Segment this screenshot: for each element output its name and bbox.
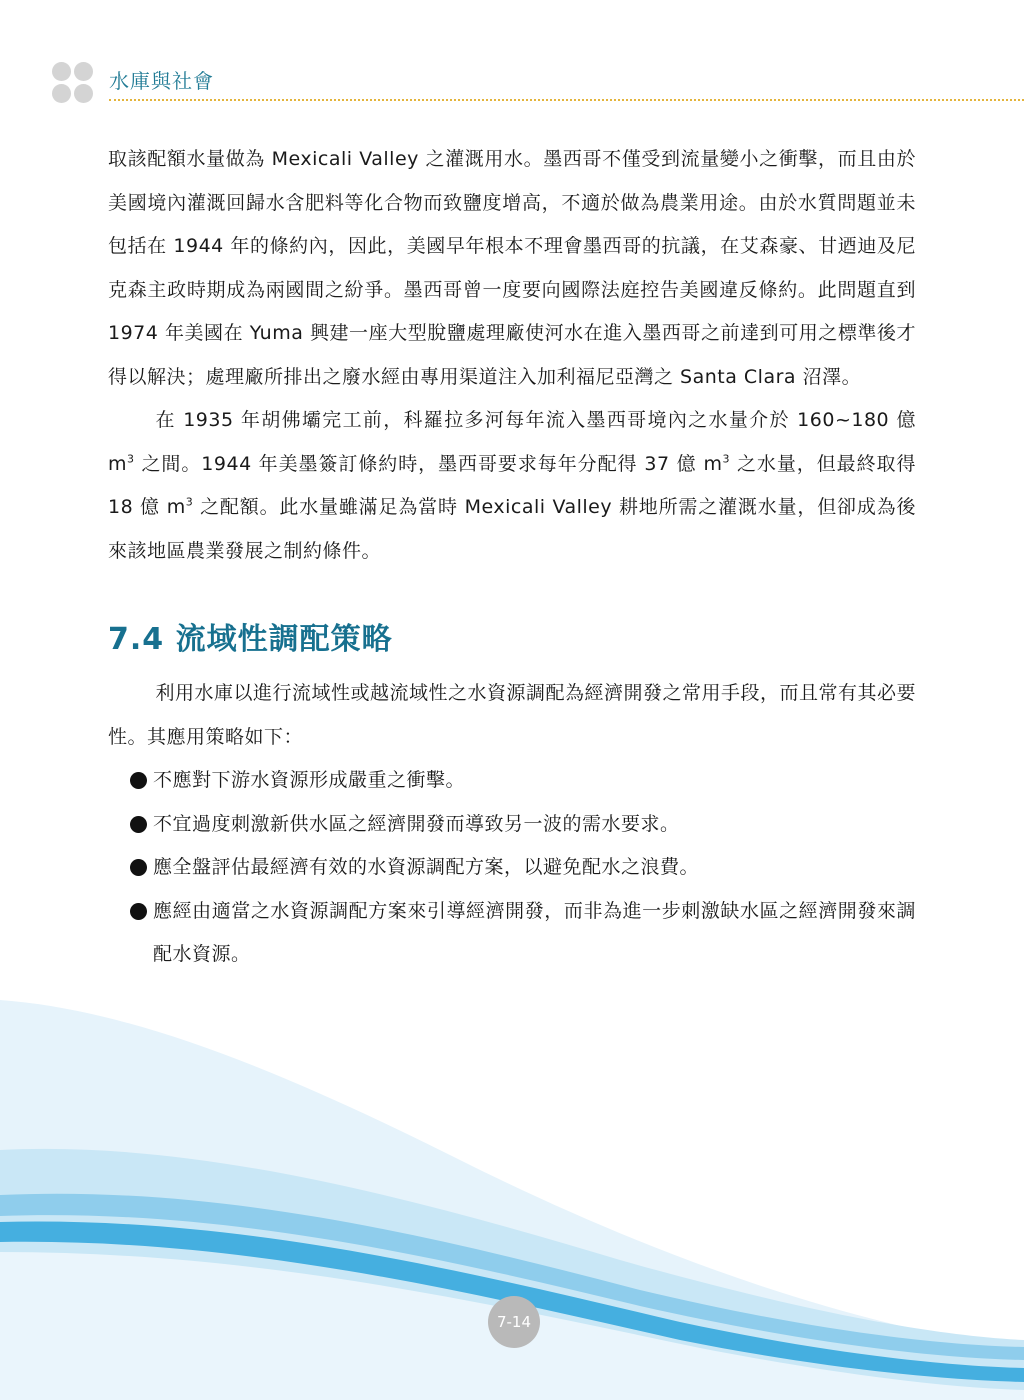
section-heading: [108, 620, 916, 660]
list-item: 不宜過度刺激新供水區之經濟開發而導致另一波的需水要求。: [130, 803, 916, 847]
header-dotted-rule: [109, 99, 1024, 101]
bullet-icon: [130, 772, 147, 789]
paragraph-2: 在 1935 年胡佛壩完工前，科羅拉多河每年流入墨西哥境內之水量介於 160~180 億 $m^3$ 之間。1944 年美墨簽訂條約時，墨西哥要求每年分配得 37 億 $m^3$ 之水量，但最終取得 18 億 $m^3$ 之配額。此水量雖滿足為當時 Mexicali Valley 耕地所需之灌溉水量，但卻成為後來該地區農業發展之制約條件。: [108, 409, 916, 562]
section-title: 流域性調配策略: [175, 622, 393, 657]
running-header: [52, 62, 1024, 104]
page-content: [108, 138, 916, 977]
superscript: 3: [722, 452, 731, 466]
list-item: 不應對下游水資源形成嚴重之衝擊。: [130, 759, 916, 803]
intro-paragraph: 利用水庫以進行流域性或越流域性之水資源調配為經濟開發之常用手段，而且常有其必要性。其應用策略如下：: [108, 682, 917, 748]
bullet-icon: [130, 903, 147, 920]
list-item: 應經由適當之水資源調配方案來引導經濟開發，而非為進一步刺激缺水區之經濟開發來調配水資源。: [130, 890, 916, 977]
bullet-icon: [130, 816, 147, 833]
header-dots-icon: [52, 62, 94, 104]
paragraph-1: 取該配額水量做為 Mexicali Valley 之灌溉用水。墨西哥不僅受到流量變小之衝擊，而且由於美國境內灌溉回歸水含肥料等化合物而致鹽度增高，不適於做為農業用途。由於水質問題並未包括在 1944 年的條約內，因此，美國早年根本不理會墨西哥的抗議，在艾森豪、甘迺迪及尼克森主政時期成為兩國間之紛爭。墨西哥曾一度要向國際法庭控告美國違反條約。此問題直到 1974 年美國在 Yuma 興建一座大型脫鹽處理廠使河水在進入墨西哥之前達到可用之標準後才得以解決；處理廠所排出之廢水經由專用渠道注入加利福尼亞灣之 Santa Clara 沼澤。: [108, 148, 916, 388]
section-number: 7.4: [108, 622, 165, 657]
superscript: 3: [127, 452, 135, 466]
bullet-icon: [130, 859, 147, 876]
page-number-badge: 7-14: [488, 1296, 540, 1348]
header-title: 水庫與社會: [109, 69, 214, 93]
list-item: 應全盤評估最經濟有效的水資源調配方案，以避免配水之浪費。: [130, 846, 916, 890]
superscript: 3: [185, 495, 194, 509]
strategy-list: [108, 759, 916, 977]
